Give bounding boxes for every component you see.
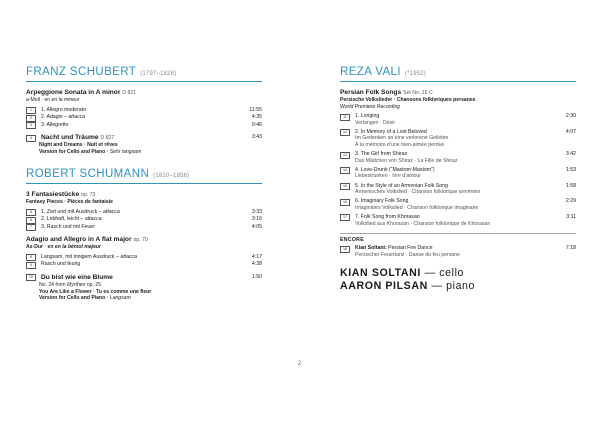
work-title-text: Arpeggione Sonata in A minor [26,89,121,96]
track-alt-title: Imaginäres Volkslied · Chanson folklorique imaginaire [355,204,479,211]
track-row[interactable] [340,183,576,196]
track-number: 2 [26,115,36,122]
track-time: 1:50 [251,273,262,280]
track-number: 11 [340,114,350,121]
track-row[interactable] [26,122,262,130]
left-column [26,66,262,302]
track-number: 6 [26,217,36,224]
work-version: Version for Cello and Piano · Langsam [39,295,131,302]
work-title [26,236,262,244]
track-time: 1:58 [565,182,576,189]
work-subtitle: Persische Volkslieder · Chansons folkloriques persanes [340,97,476,103]
track-number: 12 [340,129,350,136]
work-subtitle: You Are Like a Flower · Tu es comme une fleur [39,288,152,295]
track-row[interactable] [26,274,262,282]
track-time: 3:11 [566,213,576,220]
track-number: 8 [26,254,36,261]
key-de: a-Moll [26,97,40,103]
work-title: Du bist wie eine Blume [41,273,113,281]
track-number: 9 [26,262,36,269]
track-time: 4:07 [565,128,576,135]
work-key: As-Dur · en en la bémol majeur [26,244,102,251]
track-title: 5. In the Style of an Armenian Folk Song Armenisches Volkslied · Chanson folklorique arménien [355,183,556,196]
track-number: 10 [26,274,36,281]
track-title: 4. Love-Drunk (“Mastom-Mastom”) Liebestrunken · Ivre d’amour [355,167,556,180]
track-number: 4 [26,135,36,142]
track-row[interactable] [26,261,262,269]
track-title: 3. The Girl from Shiraz Das Mädchen von Shiraz · La Fille de Shiraz [355,151,556,164]
track-alt-title: Im Gedenken an eine verlorene Geliebte [355,135,449,142]
composer-schumann [26,168,262,184]
track-title: Rasch und feurig [41,261,81,268]
track-time: 4:05 [251,223,262,230]
track-time: 1:53 [565,166,576,173]
track-row[interactable] [340,151,576,164]
track-list [340,113,576,227]
work-title [26,89,262,97]
track-title: Langsam, mit innigem Ausdruck – attacca [41,253,138,260]
track-number: 14 [340,167,350,174]
composer-dates: (*1952) [404,71,427,77]
track-alt-title: Liebestrunken · Ivre d’amour [355,173,422,180]
track-number: 17 [340,214,350,221]
track-time: 4:38 [251,261,262,268]
track-time: 2:30 [565,113,576,120]
work-title-text: Persian Folk Songs [340,89,402,96]
work-subtitle: Night and Dreams · Nuit et rêves [39,142,118,149]
composer-name: REZA VALI [340,66,401,78]
composer-dates: (1797–1828) [140,71,177,77]
work-source: No. 24 from Myrthen op. 25 [39,281,102,288]
track-title: 1. Allegro moderato [41,106,86,113]
track-alt-title: Volkslied aus Khorasan · Chanson folklorique de Khorasan [355,220,491,227]
work-opus: op. 73 [81,192,96,199]
work-title-text: Adagio and Allegro in A flat major [26,236,132,244]
track-row[interactable] [340,129,576,149]
work-title-text: 3 Fantasiestücke [26,191,80,199]
track-time: 4:35 [251,114,262,121]
track-time: 7:18 [565,245,576,252]
track-row[interactable] [26,224,262,232]
track-row[interactable] [26,209,262,217]
encore-section [340,233,576,258]
right-column [340,66,576,293]
track-time: 3:33 [251,208,262,215]
track-title: 6. Imaginary Folk Song Imaginäres Volkslied · Chanson folklorique imaginaire [355,198,556,211]
work-version: Version for Cello and Piano · Sehr langsam [39,148,142,155]
track-row[interactable] [340,113,576,126]
encore-label: ENCORE [340,237,364,244]
track-number: 13 [340,152,350,159]
page-number: 2 [297,360,302,367]
track-time: 3:43 [251,134,262,141]
track-row[interactable] [340,198,576,211]
track-title: 7. Folk Song from Khorasan Volkslied aus Khorasan · Chanson folklorique de Khorasan [355,214,556,227]
track-alt-title: Das Mädchen von Shiraz · La Fille de Shiraz [355,157,458,164]
track-title: 2. Adagio – attacca [41,114,86,121]
composer-name: ROBERT SCHUMANN [26,168,150,181]
track-row[interactable] [26,114,262,122]
composer-vali [340,66,576,82]
track-title: 1. Zart und mit Ausdruck – attacca [41,208,120,215]
work-title: Nacht und Träume D 827 [41,134,115,142]
composer-dates: (1810–1856) [153,173,190,180]
track-title: 2. In Memory of a Lost Beloved Im Gedenken an eine verlorene Geliebte À la mémoire d’une bien-aimée perdue [355,129,556,149]
key-fr: en la mineur [51,97,80,103]
track-number: 1 [26,107,36,114]
composer-schubert [26,66,262,82]
track-row[interactable] [340,245,576,258]
track-time: 2:29 [565,198,576,205]
track-title: 3. Rasch und mit Feuer [41,223,95,230]
performer-piano: AARON PILSAN — piano [340,280,476,293]
track-title: 1. Longing Verlangen · Désir [355,113,556,126]
track-number: 16 [340,199,350,206]
track-row[interactable] [26,134,262,142]
track-row[interactable] [340,167,576,180]
work-opus: op. 70 [133,237,148,244]
work-opus: Set No. 16 C [403,90,433,96]
track-number: 5 [26,209,36,216]
track-time: 3:42 [565,151,576,158]
work-note: World Premiere Recording [340,103,401,110]
track-row[interactable] [26,107,262,115]
track-title: Kian Soltani: Persian Fire Dance Persischer Feuertanz · Danse du feu persane [355,245,460,258]
track-row[interactable] [26,216,262,224]
track-title: 3. Allegretto [41,121,69,128]
track-number: 7 [26,224,36,231]
track-time: 4:17 [251,253,262,260]
track-row[interactable] [340,214,576,227]
track-alt-title: À la mémoire d’une bien-aimée perdue [355,142,445,149]
track-row[interactable] [26,254,262,262]
composer-name: FRANZ SCHUBERT [26,66,137,78]
work-title [26,191,262,199]
track-title: 2. Lebhaft, leicht – attacca [41,216,102,223]
work-key: a-Moll · en en la mineur [26,97,80,103]
track-time: 9:46 [251,121,262,128]
performer-cello: KIAN SOLTANI — cello [340,267,465,280]
track-time: 11:55 [249,106,262,113]
track-alt-title: Armenisches Volkslied · Chanson folklorique arménien [355,189,481,196]
work-title [340,89,576,97]
track-number: 18 [340,246,350,253]
track-time: 3:16 [251,216,262,223]
track-number: 15 [340,183,350,190]
track-alt-title: Verlangen · Désir [355,119,396,126]
work-subtitle: Fantasy Pieces · Pièces de fantaisie [26,199,113,206]
work-opus: D 821 [122,90,137,96]
track-number: 3 [26,122,36,129]
